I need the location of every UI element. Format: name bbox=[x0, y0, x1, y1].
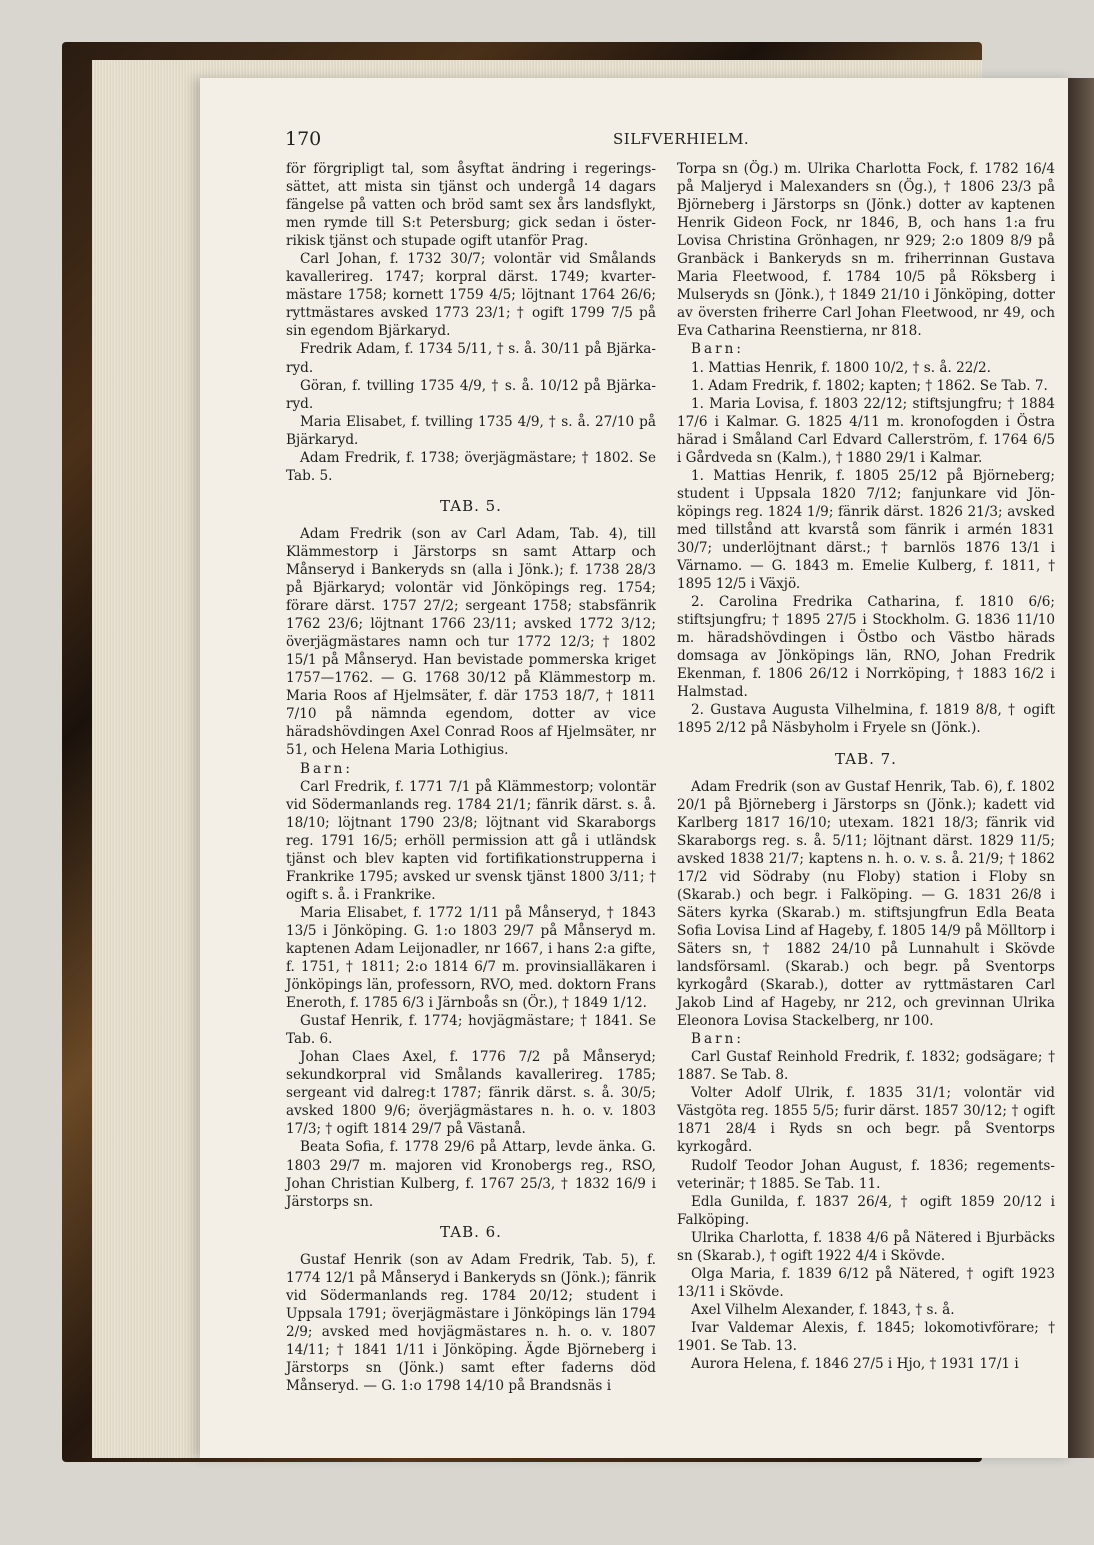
entry-paragraph: Beata Sofia, f. 1778 29/6 på Attarp, levde änka. G. 1803 29/7 m. majoren vid Kronobergs reg., RSO, Johan Christian Kulberg, f. 1767 25/3, † 1832 16/9 i Järstorps sn. bbox=[286, 1139, 656, 1210]
entry-paragraph: Torpa sn (Ög.) m. Ulrika Charlotta Fock, f. 1782 16/4 på Maljeryd i Malexanders sn (Ög.), † 1806 23/3 på Björneberg i Järstorps sn (Jönk.) dotter av kaptenen Henrik Gideon Fock, nr 1846, B, och hans 1:a fru Lovisa Christina Grönhagen, nr 929; 2:o 1809 8/9 på Granbäck i Bankeryds sn m. friherrinnan Gustava Maria Fleetwood, f. 1784 10/5 på Röksberg i Mulseryds sn (Jönk.), † 1849 21/10 i Jönköping, dotter av översten friherre Carl Johan Fleetwood, nr 49, och Eva Catharina Reenstierna, nr 818. bbox=[677, 161, 1055, 340]
entry-paragraph: 1. Mattias Henrik, f. 1800 10/2, † s. å. 22/2. bbox=[691, 359, 991, 376]
entry-paragraph: Carl Fredrik, f. 1771 7/1 på Klämmestorp; volontär vid Södermanlands reg. 1784 21/1; fänrik därst. s. å. 18/10; löjtnant 1790 23/8; löjtnant vid Skaraborgs reg. 1791 16/5; erhöll permission att gå i utländsk tjänst och blev kapten vid fortifikationstrupperna i Frankrike 1795; avsked ur svensk tjänst 1800 3/11; † ogift s. å. i Frankrike. bbox=[286, 778, 656, 903]
entry-paragraph: Olga Maria, f. 1839 6/12 på Nätered, † ogift 1923 13/11 i Skövde. bbox=[677, 1265, 1055, 1300]
entry-paragraph: för förgripligt tal, som åsyftat ändring i regeringssättet, att mista sin tjänst och undergå 14 dagars fängelse på vatten och bröd samt sex års landsflykt, men rymde till S:t Petersburg; gick sedan i österrikisk tjänst och stupade ogift utanför Prag. bbox=[286, 161, 656, 250]
entry-paragraph: 2. Carolina Fredrika Catharina, f. 1810 6/6; stiftsjungfru; † 1895 27/5 i Stockholm. G. 1836 11/10 m. häradshövdingen i Östbo och Västbo härads domsaga av Jönköpings län, RNO, Johan Fredrik Ekenman, f. 1806 26/12 i Norrköping, † 1883 16/2 i Halmstad. bbox=[677, 594, 1055, 701]
entry-paragraph: Volter Adolf Ulrik, f. 1835 31/1; volontär vid Västgöta reg. 1855 5/5; furir därst. 1857 30/12; † ogift 1871 28/4 i Ryds sn och begr. på Sventorps kyrkogård. bbox=[677, 1085, 1055, 1156]
entry-paragraph: Gustaf Henrik (son av Adam Fredrik, Tab. 5), f. 1774 12/1 på Månseryd i Bankeryds sn (Jönk.); fänrik vid Södermanlands reg. 1784 20/12; student i Uppsala 1791; överjägmästare i Jönköpings län 1794 2/9; avsked med hovjägmästares n. h. o. v. 1807 14/11; † 1841 1/11 i Jönköping. Ägde Björneberg i Järstorps sn (Jönk.) samt efter faderns död Månseryd. — G. 1:o 1798 14/10 på Brandsnäs i bbox=[286, 1251, 656, 1395]
children-heading: Barn: bbox=[691, 1031, 744, 1048]
entry-paragraph: Johan Claes Axel, f. 1776 7/2 på Månseryd; sekundkorpral vid Smålands kavallerireg. 1785; sergeant vid dalreg:t 1787; fänrik därst. s. å. 30/5; avsked 1800 9/6; överjägmästares n. h. o. v. 1803 17/3; † ogift 1814 29/7 på Västanå. bbox=[286, 1049, 656, 1138]
entry-paragraph: Axel Vilhelm Alexander, f. 1843, † s. å. bbox=[691, 1301, 955, 1318]
entry-paragraph: Carl Johan, f. 1732 30/7; volontär vid Smålands kavallerireg. 1747; korpral därst. 1749; kvartermästare 1758; kornett 1759 4/5; löjtnant 1764 26/6; ryttmästares avsked 1773 23/1; † ogift 1799 7/5 på sin egendom Bjärkaryd. bbox=[286, 251, 656, 340]
page-number: 170 bbox=[285, 128, 322, 150]
entry-paragraph: 1. Maria Lovisa, f. 1803 22/12; stiftsjungfru; † 1884 17/6 i Kalmar. G. 1825 4/11 m. kronofogden i Östra härad i Småland Carl Edvard Callerström, f. 1764 6/5 i Gårdveda sn (Kalm.), † 1880 29/1 i Kalmar. bbox=[677, 395, 1055, 466]
children-heading: Barn: bbox=[691, 341, 744, 358]
entry-paragraph: 1. Adam Fredrik, f. 1802; kapten; † 1862. Se Tab. 7. bbox=[691, 377, 1048, 394]
page-header bbox=[285, 128, 1055, 152]
entry-paragraph: Aurora Helena, f. 1846 27/5 i Hjo, † 1931 17/1 i bbox=[691, 1356, 1019, 1373]
table-heading: TAB. 5. bbox=[440, 496, 502, 515]
entry-paragraph: Ivar Valdemar Alexis, f. 1845; lokomotivförare; † 1901. Se Tab. 13. bbox=[677, 1319, 1055, 1354]
entry-paragraph: Adam Fredrik (son av Carl Adam, Tab. 4), till Klämmestorp i Järstorps sn samt Attarp och Månseryd i Bankeryds sn (alla i Jönk.); f. 1738 28/3 på Bjärkaryd; volontär vid Jönköpings reg. 1754; förare därst. 1757 27/2; sergeant 1758; stabsfänrik 1762 23/6; löjtnant 1766 23/11; avsked 1772 3/12; överjägmästares namn och tur 1772 12/3; † 1802 15/1 på Månseryd. Han bevistade pommerska kriget 1757—1762. — G. 1768 30/12 på Klämmestorp m. Maria Roos af Hjelmsäter, f. där 1753 18/7, † 1811 7/10 på nämnda egendom, dotter av vice häradshövdingen Axel Conrad Roos af Hjelmsäter, nr 51, och Helena Maria Lothigius. bbox=[286, 525, 656, 759]
entry-paragraph: Maria Elisabet, f. 1772 1/11 på Månseryd, † 1843 13/5 i Jönköping. G. 1:o 1803 29/7 på Månseryd m. kaptenen Adam Leijonadler, nr 1667, i hans 2:a gifte, f. 1751, † 1811; 2:o 1814 6/7 m. provinsialläkaren i Jönköpings län, professorn, RVO, med. doktorn Frans Eneroth, f. 1785 6/3 i Järnboås sn (Ör.), † 1849 1/12. bbox=[286, 904, 656, 1012]
entry-paragraph: Ulrika Charlotta, f. 1838 4/6 på Nätered i Bjurbäcks sn (Skarab.), † ogift 1922 4/4 i Skövde. bbox=[677, 1229, 1055, 1264]
entry-paragraph: Maria Elisabet, f. tvilling 1735 4/9, † s. å. 27/10 på Bjärkaryd. bbox=[286, 413, 656, 448]
next-page-edge bbox=[1068, 78, 1094, 1458]
entry-paragraph: Göran, f. tvilling 1735 4/9, † s. å. 10/12 på Bjärkaryd. bbox=[286, 377, 656, 412]
entry-paragraph: Edla Gunilda, f. 1837 26/4, † ogift 1859 20/12 i Falköping. bbox=[677, 1193, 1055, 1228]
entry-paragraph: 2. Gustava Augusta Vilhelmina, f. 1819 8/8, † ogift 1895 2/12 på Näsbyholm i Fryele sn (Jönk.). bbox=[677, 702, 1055, 737]
left-column bbox=[286, 160, 656, 1395]
entry-paragraph: Gustaf Henrik, f. 1774; hovjägmästare; † 1841. Se Tab. 6. bbox=[286, 1013, 656, 1048]
running-head: SILFVERHIELM. bbox=[613, 130, 750, 148]
children-heading: Barn: bbox=[300, 760, 353, 777]
entry-paragraph: Adam Fredrik, f. 1738; överjägmästare; † 1802. Se Tab. 5. bbox=[286, 449, 656, 484]
entry-paragraph: 1. Mattias Henrik, f. 1805 25/12 på Björneberg; student i Uppsala 1820 7/12; fanjunkare vid Jönköpings reg. 1824 1/9; fänrik därst. 1826 21/3; avsked med tillstånd att kvarstå som fänrik i armén 1831 30/7; underlöjtnant därst.; † barnlös 1876 13/1 i Värnamo. — G. 1843 m. Emelie Kulberg, f. 1811, † 1895 12/5 i Växjö. bbox=[677, 467, 1055, 593]
entry-paragraph: Adam Fredrik (son av Gustaf Henrik, Tab. 6), f. 1802 20/1 på Björneberg i Järstorps sn (Jönk.); kadett vid Karlberg 1817 16/10; utexam. 1821 18/3; fänrik vid Skaraborgs reg. s. å. 5/11; löjtnant därst. 1829 11/5; avsked 1838 21/7; kaptens n. h. o. v. s. å. 21/9; † 1862 17/2 vid Södraby (nu Floby) station i Floby sn (Skarab.) och begr. i Falköping. — G. 1831 26/8 i Säters kyrka (Skarab.) m. stiftsjungfrun Edla Beata Sofia Lovisa Lind af Hageby, f. 1805 14/9 på Mölltorp i Säters sn, † 1882 24/10 på Lunnahult i Skövde landsförsaml. (Skarab.) och begr. på Sventorps kyrkogård (Skarab.), dotter av ryttmästaren Carl Jakob Lind af Hageby, nr 212, och grevinnan Ulrika Eleonora Lovisa Stackelberg, nr 100. bbox=[677, 778, 1055, 1030]
right-column bbox=[677, 160, 1055, 1373]
entry-paragraph: Carl Gustaf Reinhold Fredrik, f. 1832; godsägare; † 1887. Se Tab. 8. bbox=[677, 1049, 1055, 1084]
table-heading: TAB. 6. bbox=[440, 1222, 502, 1241]
table-heading: TAB. 7. bbox=[835, 749, 897, 768]
entry-paragraph: Rudolf Teodor Johan August, f. 1836; regementsveterinär; † 1885. Se Tab. 11. bbox=[677, 1157, 1055, 1192]
entry-paragraph: Fredrik Adam, f. 1734 5/11, † s. å. 30/11 på Bjärkaryd. bbox=[286, 341, 656, 376]
